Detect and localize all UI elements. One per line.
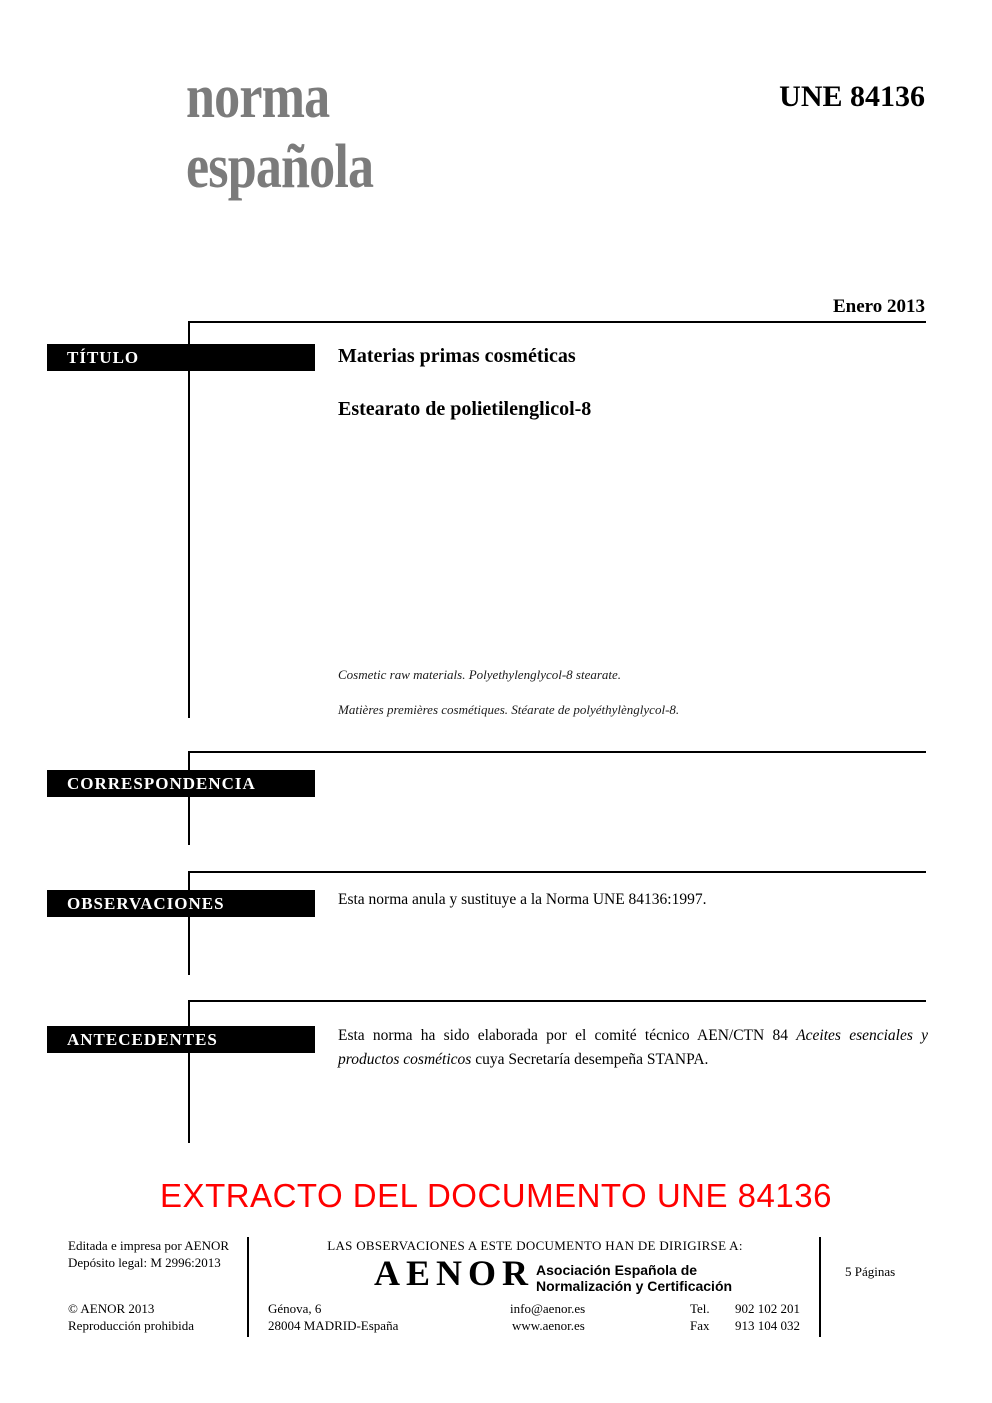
footer-fax-label: Fax [690, 1318, 710, 1333]
titulo-left-rule [188, 321, 190, 718]
footer-address-line1: Génova, 6 [268, 1301, 322, 1316]
brand-line-espanola: española [186, 133, 374, 201]
aenor-org-name-line1: Asociación Española de [536, 1262, 698, 1278]
observaciones-label [47, 890, 315, 917]
footer-legal-deposit: Depósito legal: M 2996:2013 [68, 1255, 221, 1270]
brand-line-norma: norma [186, 63, 330, 131]
observaciones-left-rule [188, 871, 190, 975]
observaciones-text: Esta norma anula y sustituye a la Norma UNE 84136:1997. [338, 891, 707, 908]
footer-reproduction-notice: Reproducción prohibida [68, 1318, 194, 1333]
footer-observations-notice: LAS OBSERVACIONES A ESTE DOCUMENTO HAN DE DIRIGIRSE A: [327, 1238, 743, 1253]
correspondencia-top-rule [188, 751, 926, 753]
correspondencia-label-text: CORRESPONDENCIA [67, 773, 256, 793]
antecedentes-text-part1: Esta norma ha sido elaborada por el comité técnico AEN/CTN 84 [338, 1027, 797, 1044]
titulo-label-text: TÍTULO [67, 347, 140, 367]
footer-published-by: Editada e impresa por AENOR [68, 1238, 230, 1253]
antecedentes-label [47, 1026, 315, 1053]
antecedentes-text-committee: Aceites esenciales y productos cosméticos [338, 1027, 929, 1068]
correspondencia-label [47, 770, 315, 797]
titulo-label [47, 344, 315, 371]
observaciones-top-rule [188, 871, 926, 873]
doc-date: Enero 2013 [832, 296, 925, 317]
aenor-logo: AENOR [374, 1253, 535, 1293]
observaciones-label-text: OBSERVACIONES [67, 893, 225, 913]
footer-tel-number: 902 102 201 [735, 1301, 800, 1316]
antecedentes-text [338, 1024, 928, 1071]
antecedentes-text-part2: cuya Secretaría desempeña STANPA. [471, 1050, 709, 1068]
extract-notice: EXTRACTO DEL DOCUMENTO UNE 84136 [160, 1177, 832, 1214]
titulo-top-rule [188, 321, 926, 323]
title-translation-french: Matières premières cosmétiques. Stéarate de polyéthylènglycol-8. [338, 702, 680, 717]
footer-website: www.aenor.es [512, 1318, 585, 1333]
doc-number: UNE 84136 [779, 80, 925, 113]
antecedentes-left-rule [188, 1000, 190, 1143]
footer-divider-left [247, 1237, 249, 1337]
aenor-org-name [536, 1262, 732, 1294]
footer-tel-label: Tel. [690, 1301, 710, 1316]
footer-page-count: 5 Páginas [845, 1264, 896, 1279]
antecedentes-top-rule [188, 1000, 926, 1002]
document-title-line2: Estearato de polietilenglicol-8 [338, 398, 592, 420]
footer-divider-right [819, 1237, 821, 1337]
title-translation-english: Cosmetic raw materials. Polyethylenglycol-8 stearate. [338, 667, 622, 682]
document-title-line1: Materias primas cosméticas [338, 345, 576, 367]
footer-email: info@aenor.es [510, 1301, 586, 1316]
footer-fax-number: 913 104 032 [735, 1318, 800, 1333]
correspondencia-left-rule [188, 751, 190, 845]
footer-address-line2: 28004 MADRID-España [268, 1318, 399, 1333]
aenor-org-name-line2: Normalización y Certificación [536, 1278, 733, 1294]
antecedentes-label-text: ANTECEDENTES [67, 1029, 218, 1049]
brand-logo [186, 62, 373, 202]
footer-copyright: © AENOR 2013 [68, 1301, 155, 1316]
